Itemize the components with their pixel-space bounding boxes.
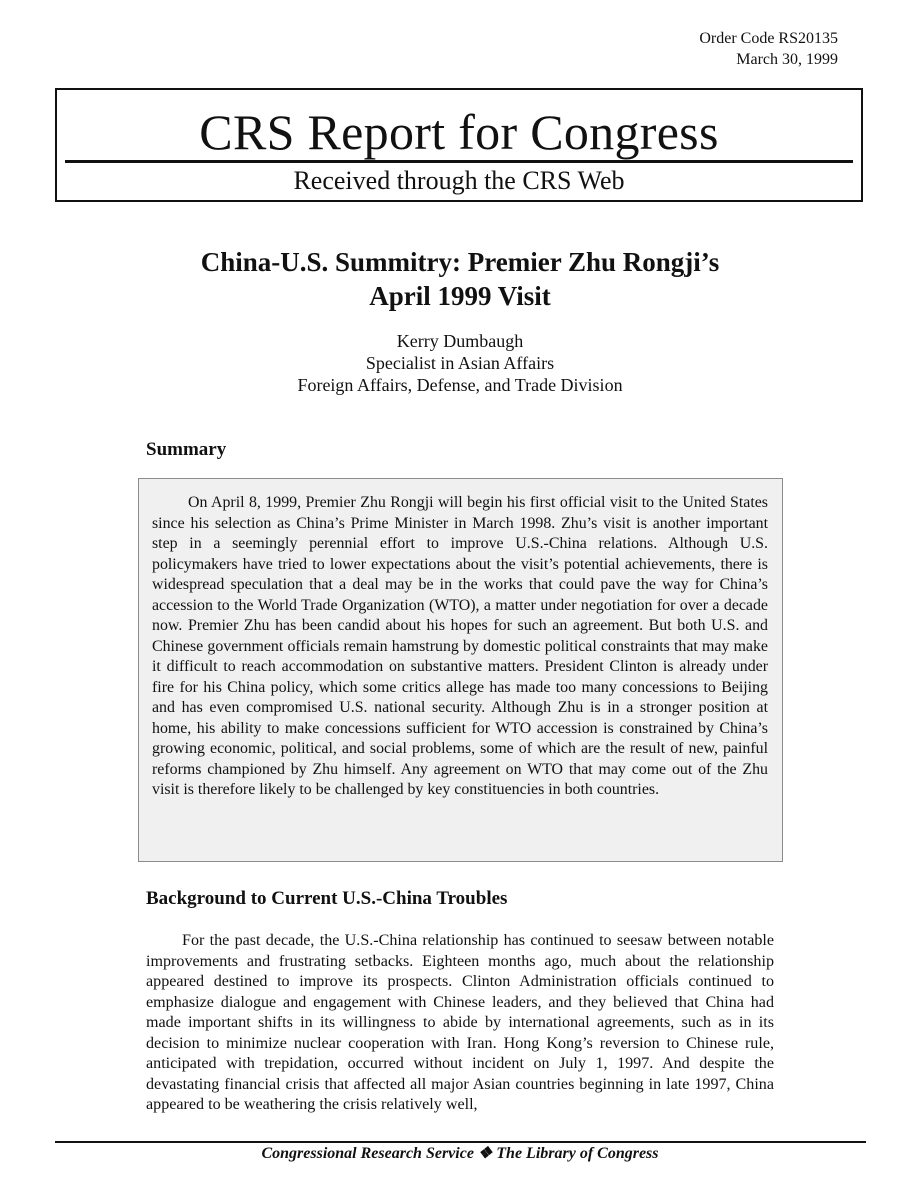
order-code: Order Code RS20135 — [699, 30, 838, 47]
banner-divider — [65, 160, 853, 163]
banner-subtitle: Received through the CRS Web — [293, 166, 625, 195]
report-date: March 30, 1999 — [736, 51, 838, 68]
footer-divider — [55, 1141, 866, 1143]
banner-title: CRS Report for Congress — [199, 104, 719, 160]
summary-text: On April 8, 1999, Premier Zhu Rongji will begin his first official visit to the United States since his selection as China’s Prime Minister in March 1998. Zhu’s visit is another important step in a seemingly perennial effort to improve U.S.-China relations. Although U.S. policymakers have tried to lower expectations about the visit’s potential achievements, there is widespread speculation that a deal may be in the works that could pave the way for China’s accession to the World Trade Organization (WTO), a matter under negotiation for over a decade now. Premier Zhu has been candid about his hopes for such an agreement. But both U.S. and Chinese government officials remain hamstrung by domestic political constraints that may make it difficult to reach accommodation on substantive matters. President Clinton is already under fire for his China policy, which some critics allege has made too many concessions to Beijing and has even compromised U.S. national security. Although Zhu is in a stronger position at home, his ability to make concessions sufficient for WTO accession is constrained by China’s growing economic, political, and social problems, some of which are the result of new, painful reforms championed by Zhu himself. Any agreement on WTO that may come out of the Zhu visit is therefore likely to be challenged by key constituencies in both countries. — [152, 494, 768, 798]
summary-heading: Summary — [146, 439, 227, 460]
footer-text: Congressional Research Service ❖ The Library of Congress — [261, 1145, 659, 1162]
order-info — [699, 28, 838, 70]
author-name: Kerry Dumbaugh — [396, 331, 524, 351]
background-heading: Background to Current U.S.-China Troubles — [146, 888, 508, 909]
author-division: Foreign Affairs, Defense, and Trade Division — [297, 375, 623, 395]
title-line-1: China-U.S. Summitry: Premier Zhu Rongji’s — [200, 247, 720, 277]
document-title — [100, 245, 820, 313]
report-banner — [55, 88, 863, 202]
author-block — [100, 330, 820, 396]
author-role: Specialist in Asian Affairs — [365, 353, 555, 373]
summary-box — [138, 478, 783, 862]
background-section — [146, 931, 774, 1116]
background-text: For the past decade, the U.S.-China relationship has continued to seesaw between notable improvements and frustrating setbacks. Eighteen months ago, much about the relationship appeared destined to improve its prospects. Clinton Administration officials continued to emphasize dialogue and engagement with Chinese leaders, and they believed that China had made important shifts in its willingness to abide by international agreements, such as in its decision to minimize nuclear cooperation with Iran. Hong Kong’s reversion to Chinese rule, anticipated with trepidation, occurred without incident on July 1, 1997. And despite the devastating financial crisis that affected all major Asian countries beginning in late 1997, China appeared to be weathering the crisis relatively well, — [146, 932, 774, 1113]
title-line-2: April 1999 Visit — [369, 281, 551, 311]
